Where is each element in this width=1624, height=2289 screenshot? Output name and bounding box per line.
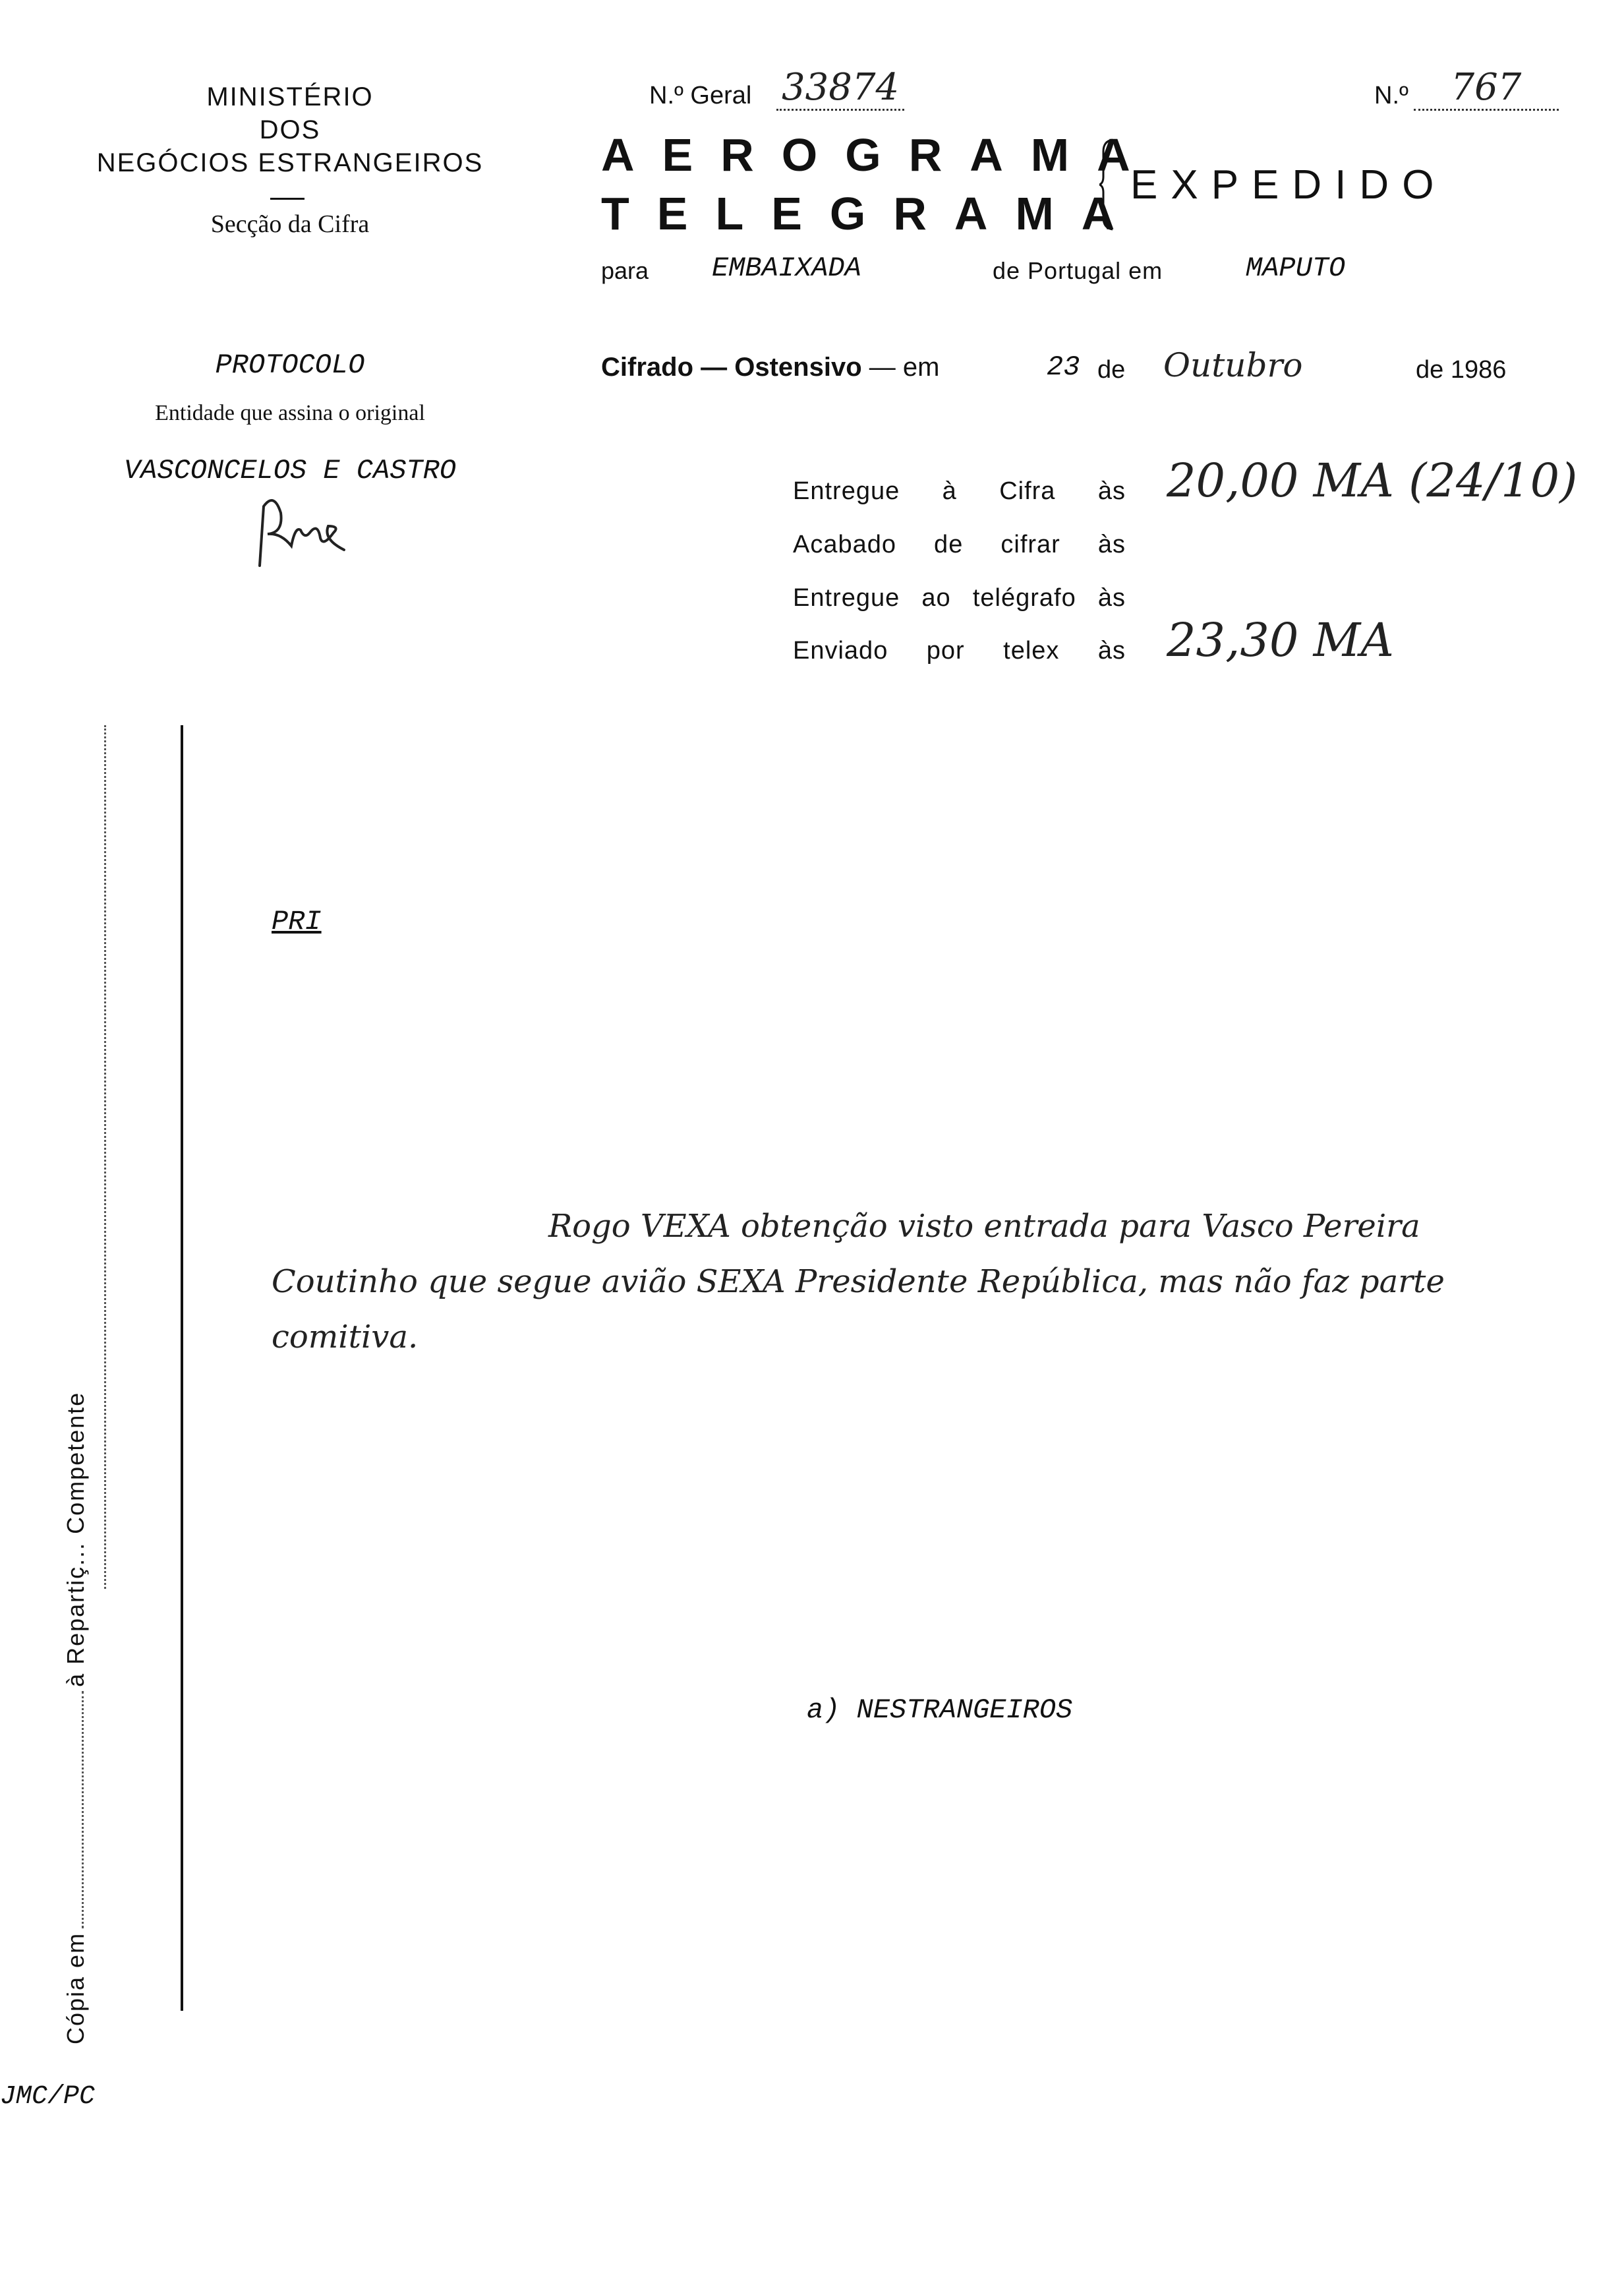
copy-blank <box>82 1691 84 1928</box>
date-year: de 1986 <box>1416 356 1507 384</box>
document-number-label: N.º <box>1374 82 1408 109</box>
date-day: 23 <box>1047 351 1080 383</box>
margin-dotted-line <box>104 725 106 1589</box>
copy-label: Cópia em <box>62 1932 89 2044</box>
department-label: à Repartiç... Competente <box>62 1391 89 1687</box>
brace-icon <box>1099 138 1116 231</box>
ministry-line-2: DOS <box>259 115 321 144</box>
transmission-mode: Cifrado — Ostensivo — em <box>601 353 940 382</box>
priority-marker: PRI <box>272 906 322 937</box>
date-de-label: de <box>1097 356 1126 384</box>
mode-ostensivo: Ostensivo <box>734 353 862 382</box>
row-label-telex: Enviado por telex às <box>793 637 1126 665</box>
date-month: Outubro <box>1163 346 1303 384</box>
margin-rule <box>181 725 183 2011</box>
aerograma-title: AEROGRAMA <box>601 129 1158 181</box>
telegrama-title: TELEGRAMA <box>601 188 1143 239</box>
copy-routing-field <box>62 1220 90 2044</box>
time-telex-value: 23,30 MA <box>1167 613 1394 667</box>
row-label-cifra: Entregue à Cifra às <box>793 477 1126 505</box>
ministry-heading <box>66 80 514 179</box>
location-value: MAPUTO <box>1246 253 1346 284</box>
mode-cifrado: Cifrado <box>601 353 693 382</box>
ministry-line-3: NEGÓCIOS ESTRANGEIROS <box>96 148 484 177</box>
recipient-value: EMBAIXADA <box>712 253 861 284</box>
date-em-label: — em <box>869 353 940 382</box>
message-signoff: a) NESTRANGEIROS <box>807 1694 1073 1726</box>
status-stamp: EXPEDIDO <box>1130 162 1447 208</box>
geral-number-value: 33874 <box>776 66 904 111</box>
reference-code: JMC/PC <box>0 2082 96 2112</box>
document-number-value: 767 <box>1414 66 1559 111</box>
recipient-label: para <box>601 257 649 284</box>
protocol-label: PROTOCOLO <box>215 349 365 381</box>
handwritten-signature <box>254 487 347 572</box>
message-body: Rogo VEXA obtenção visto entrada para Vasco Pereira Coutinho que segue avião SEXA Presidente República, mas não faz parte comitiva. <box>272 1208 1445 1355</box>
ministry-divider <box>270 198 304 200</box>
row-label-acabado: Acabado de cifrar às <box>793 531 1126 558</box>
row-label-telegrafo: Entregue ao telégrafo às <box>793 584 1126 612</box>
ministry-line-1: MINISTÉRIO <box>206 82 374 111</box>
section-name: Secção da Cifra <box>210 210 370 238</box>
time-cifra-value: 20,00 MA (24/10) <box>1167 454 1578 508</box>
geral-number-label: N.º Geral <box>649 82 752 109</box>
signer-name: VASCONCELOS E CASTRO <box>123 455 457 487</box>
location-label: de Portugal em <box>993 257 1163 284</box>
signing-entity-label: Entidade que assina o original <box>155 401 425 425</box>
